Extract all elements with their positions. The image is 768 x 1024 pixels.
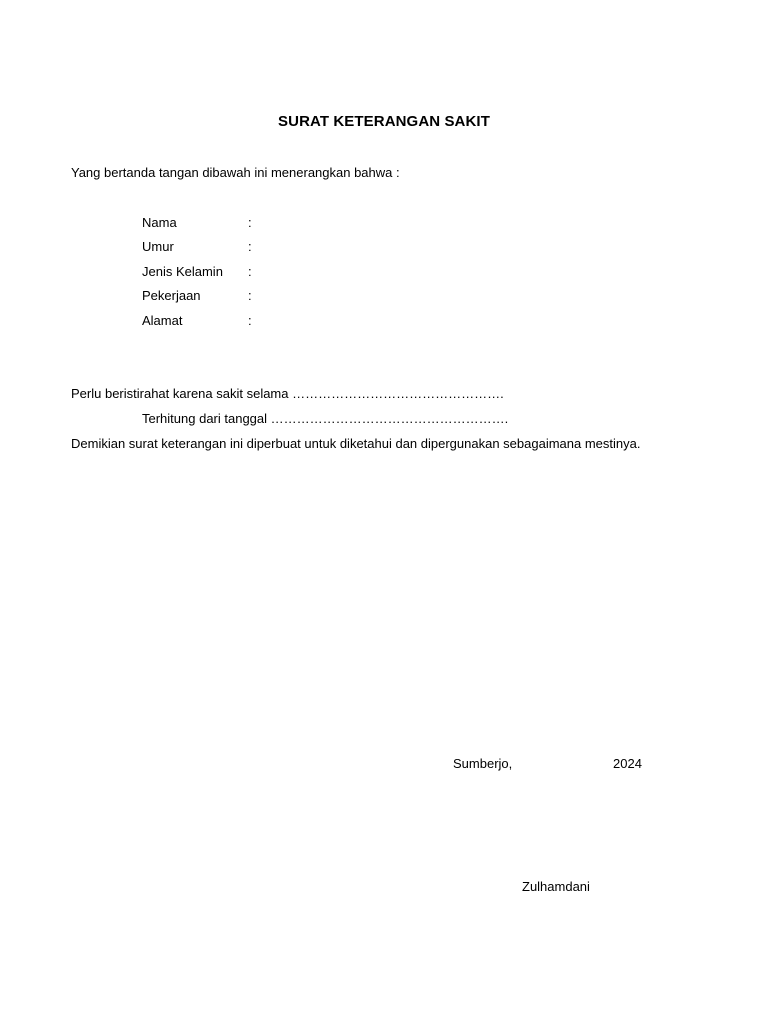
field-colon-alamat: :: [248, 313, 252, 328]
field-colon-pekerjaan: :: [248, 288, 252, 303]
field-colon-nama: :: [248, 215, 252, 230]
field-label-pekerjaan: Pekerjaan: [142, 288, 201, 303]
signature-place: Sumberjo,: [453, 756, 513, 771]
field-label-alamat: Alamat: [142, 313, 183, 328]
field-label-jenis-kelamin: Jenis Kelamin: [142, 264, 223, 279]
field-colon-jenis-kelamin: :: [248, 264, 252, 279]
rest-duration-line: Perlu beristirahat karena sakit selama ………………………………………….: [71, 386, 504, 401]
signer-name: Zulhamdani: [522, 879, 590, 894]
field-colon-umur: :: [248, 239, 252, 254]
signature-year: 2024: [613, 756, 642, 771]
intro-statement: Yang bertanda tangan dibawah ini menerangkan bahwa :: [71, 165, 400, 180]
field-label-umur: Umur: [142, 239, 174, 254]
closing-statement: Demikian surat keterangan ini diperbuat untuk diketahui dan dipergunakan sebagaimana mestinya.: [71, 436, 641, 451]
start-date-line: Terhitung dari tanggal ……………………………………………….: [142, 411, 509, 426]
document-title: SURAT KETERANGAN SAKIT: [278, 113, 490, 130]
field-label-nama: Nama: [142, 215, 177, 230]
